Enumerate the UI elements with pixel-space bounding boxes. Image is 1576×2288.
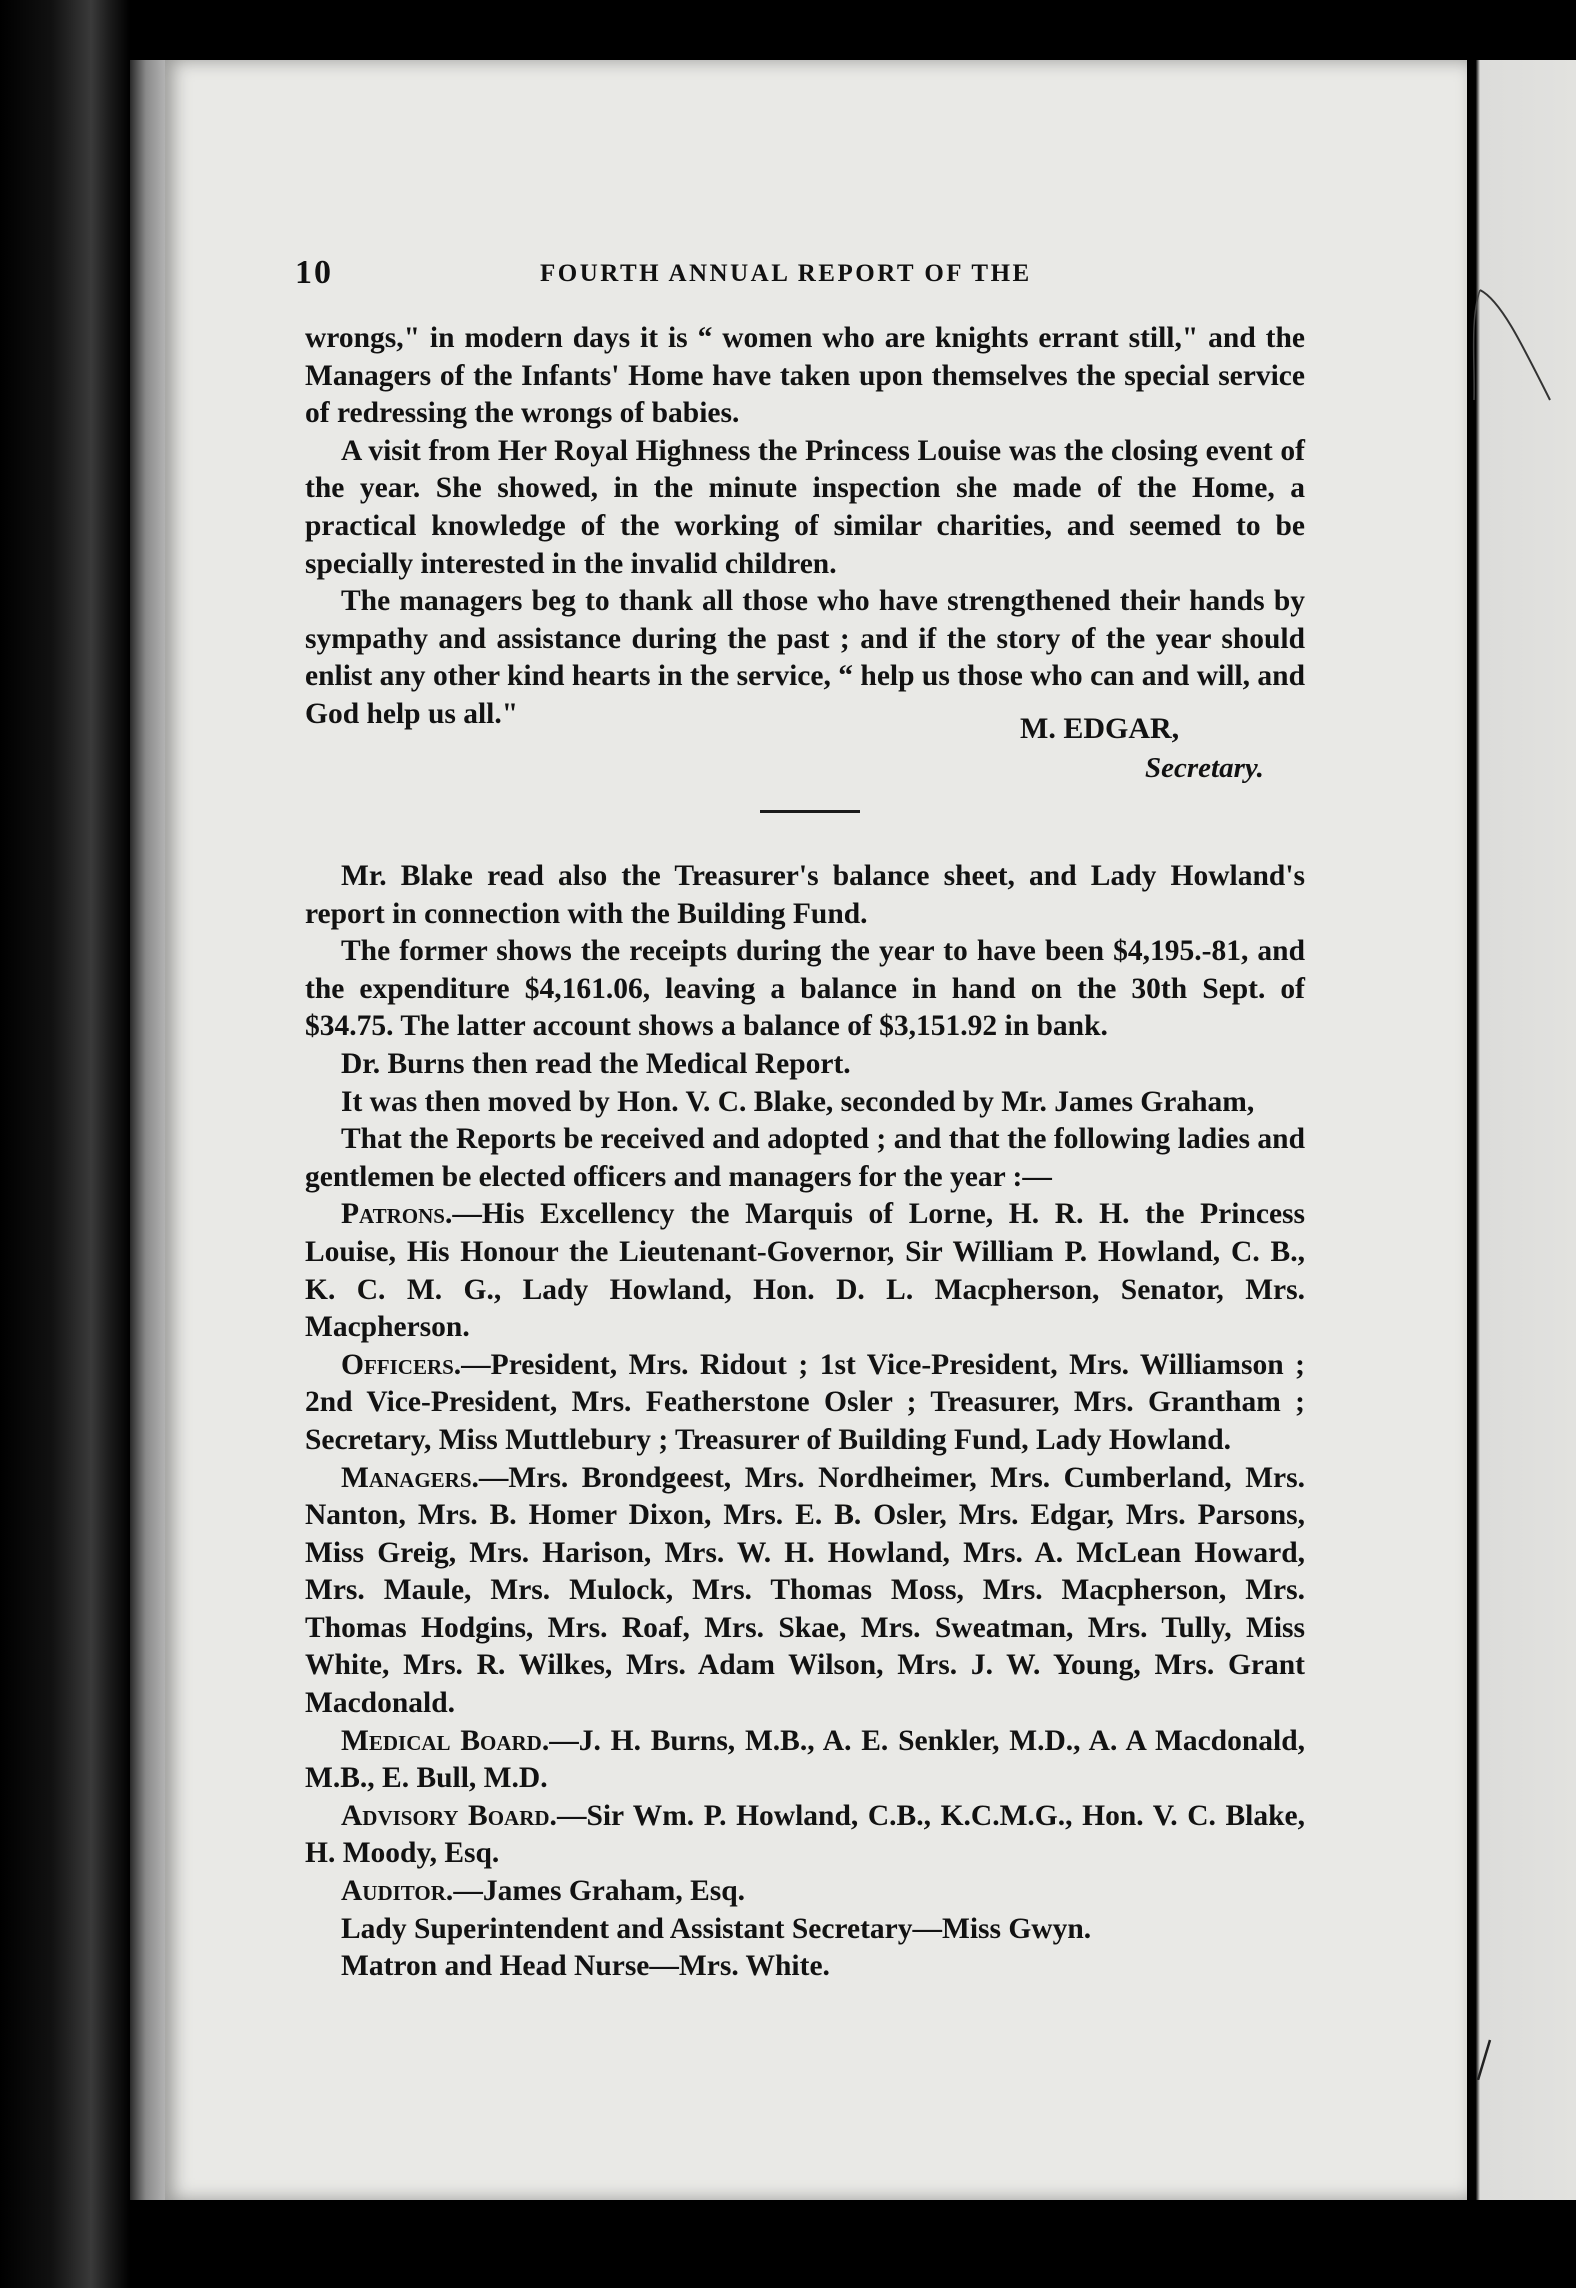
paragraph: A visit from Her Royal Highness the Princess Louise was the closing event of the year. She showed, in the minute inspection she made of the Home, a practical knowledge of the working of similar charities, and seemed to be specially interested in the invalid children. [305, 434, 1305, 580]
paragraph: That the Reports be received and adopted ; and that the following ladies and gentlemen be elected officers and managers for the year :— [305, 1123, 1305, 1193]
report-conclusion [305, 320, 1305, 734]
page-gutter [130, 60, 170, 2200]
auditor-paragraph [305, 1873, 1305, 1911]
book-spine-shadow [0, 0, 130, 2288]
medical-board-paragraph [305, 1723, 1305, 1798]
paragraph: The former shows the receipts during the year to have been $4,195.-81, and the expenditure $4,161.06, leaving a balance in hand on the 30th Sept. of $34.75. The latter account shows a balance of $3,151.92 in bank. [305, 935, 1305, 1043]
section-divider [760, 810, 860, 813]
auditor-text: —James Graham, Esq. [453, 1875, 746, 1908]
signature-title: Secretary. [1145, 752, 1264, 784]
managers-paragraph [305, 1460, 1305, 1723]
medical-board-text: —J. H. Burns, M.B., A. E. Senkler, M.D., A. A Macdonald, M.B., E. Bull, M.D. [305, 1724, 1305, 1795]
patrons-text: —His Excellency the Marquis of Lorne, H. R. H. the Princess Louise, His Honour the Lieutenant-Governor, Sir William P. Howland, C. B., K. C. M. G., Lady Howland, Hon. D. L. Macpherson, Senator, Mrs. Macpherson. [305, 1198, 1305, 1344]
paragraph: wrongs," in modern days it is “ women who are knights errant still," and the Managers of the Infants' Home have taken upon themselves the special service of redressing the wrongs of babies. [305, 322, 1305, 430]
paragraph: It was then moved by Hon. V. C. Blake, seconded by Mr. James Graham, [341, 1085, 1255, 1118]
paragraph: Lady Superintendent and Assistant Secretary—Miss Gwyn. [341, 1912, 1092, 1945]
patrons-paragraph [305, 1196, 1305, 1346]
advisory-board-label: Advisory Board. [341, 1799, 557, 1832]
managers-label: Managers. [341, 1461, 479, 1494]
running-title: FOURTH ANNUAL REPORT OF THE [540, 260, 1032, 287]
managers-text: —Mrs. Brondgeest, Mrs. Nordheimer, Mrs. Cumberland, Mrs. Nanton, Mrs. B. Homer Dixon, Mrs. E. B. Osler, Mrs. Edgar, Mrs. Parsons, Miss Greig, Mrs. Harison, Mrs. W. H. Howland, Mrs. A. McLean Howard, Mrs. Maule, Mrs. Mulock, Mrs. Thomas Moss, Mrs. Macpherson, Mrs. Thomas Hodgins, Mrs. Roaf, Mrs. Skae, Mrs. Sweatman, Mrs. Tully, Miss White, Mrs. R. Wilkes, Mrs. Adam Wilson, Mrs. J. W. Young, Mrs. Grant Macdonald. [305, 1461, 1305, 1720]
page-number: 10 [295, 254, 333, 291]
paragraph: Dr. Burns then read the Medical Report. [341, 1047, 851, 1080]
advisory-board-text: —Sir Wm. P. Howland, C.B., K.C.M.G., Hon. V. C. Blake, H. Moody, Esq. [305, 1799, 1306, 1870]
medical-board-label: Medical Board. [341, 1724, 550, 1757]
paragraph: Matron and Head Nurse—Mrs. White. [341, 1950, 830, 1983]
auditor-label: Auditor. [341, 1875, 454, 1908]
margin-marks [1470, 280, 1570, 2080]
running-head [295, 254, 1345, 294]
patrons-label: Patrons. [341, 1198, 453, 1231]
paragraph: The managers beg to thank all those who have strengthened their hands by sympathy and assistance during the past ; and if the story of the year should enlist any other kind hearts in the service, “ help us those who can and will, and God help us all." [305, 585, 1305, 730]
officers-paragraph [305, 1347, 1305, 1460]
officers-text: —President, Mrs. Ridout ; 1st Vice-President, Mrs. Williamson ; 2nd Vice-President, Mrs. Featherstone Osler ; Treasurer, Mrs. Grantham ; Secretary, Miss Muttlebury ; Treasurer of Building Fund, Lady Howland. [305, 1348, 1305, 1456]
advisory-board-paragraph [305, 1798, 1305, 1873]
signature-name: M. EDGAR, [1020, 712, 1180, 745]
paragraph: Mr. Blake read also the Treasurer's balance sheet, and Lady Howland's report in connection with the Building Fund. [305, 860, 1305, 930]
meeting-minutes [305, 858, 1305, 1986]
officers-label: Officers. [341, 1348, 462, 1381]
